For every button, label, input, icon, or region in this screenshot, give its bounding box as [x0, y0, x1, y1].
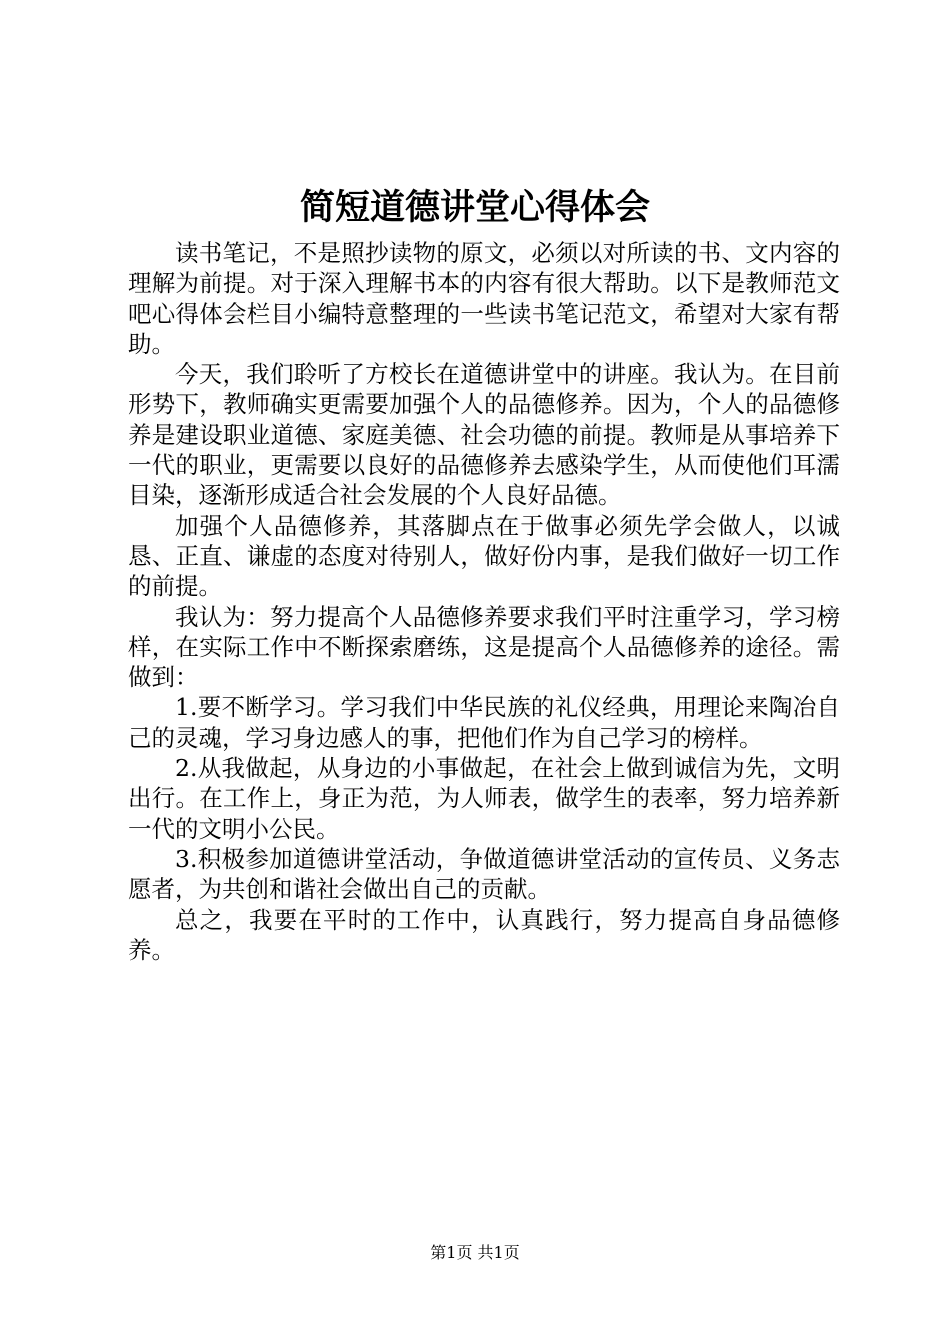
- document-title: 简短道德讲堂心得体会: [299, 187, 650, 228]
- paragraph: 我认为：努力提高个人品德修养要求我们平时注重学习，学习榜样，在实际工作中不断探索磨练，这是提高个人品德修养的途径。需做到：: [128, 602, 840, 692]
- paragraph: 总之，我要在平时的工作中，认真践行，努力提高自身品德修养。: [128, 905, 840, 964]
- list-item-3: 3.积极参加道德讲堂活动，争做道德讲堂活动的宣传员、义务志愿者，为共创和谐社会做出自己的贡献。: [128, 844, 840, 904]
- document-body: [128, 238, 840, 965]
- list-item-1: 1.要不断学习。学习我们中华民族的礼仪经典，用理论来陶冶自己的灵魂，学习身边感人的事，把他们作为自己学习的榜样。: [128, 693, 840, 752]
- paragraph: 读书笔记，不是照抄读物的原文，必须以对所读的书、文内容的理解为前提。对于深入理解书本的内容有很大帮助。以下是教师范文吧心得体会栏目小编特意整理的一些读书笔记范文，希望对大家有帮助。: [128, 239, 840, 358]
- paragraph: 加强个人品德修养，其落脚点在于做事必须先学会做人，以诚恳、正直、谦虚的态度对待别人，做好份内事，是我们做好一切工作的前提。: [128, 511, 840, 601]
- page-footer: 第1页 共1页: [430, 1243, 520, 1262]
- paragraph: 今天，我们聆听了方校长在道德讲堂中的讲座。我认为。在目前形势下，教师确实更需要加强个人的品德修养。因为，个人的品德修养是建设职业道德、家庭美德、社会功德的前提。教师是从事培养下一代的职业，更需要以良好的品德修养去感染学生，从而使他们耳濡目染，逐渐形成适合社会发展的个人良好品德。: [128, 360, 840, 510]
- list-item-2: 2.从我做起，从身边的小事做起，在社会上做到诚信为先，文明出行。在工作上，身正为范，为人师表，做学生的表率，努力培养新一代的文明小公民。: [128, 754, 840, 843]
